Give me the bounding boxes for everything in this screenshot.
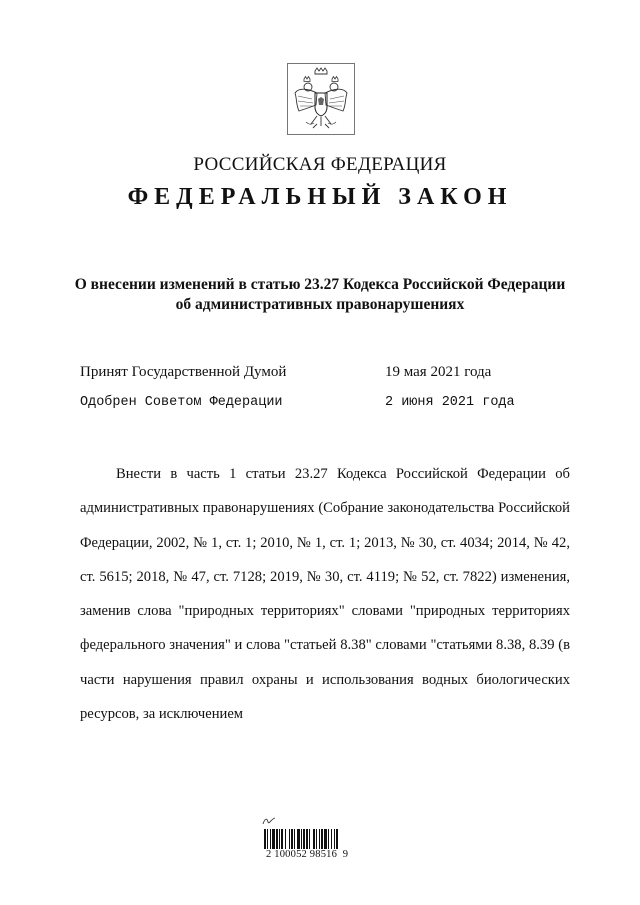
body-paragraph: Внести в часть 1 статьи 23.27 Кодекса Российской Федерации об административных правонарушениях (Собрание законодательства Российской Федерации, 2002, № 1, ст. 1; 2010, № 1, ст. 1; 2013, № 30, ст. 4034; 2014, № 42, ст. 5615; 2018, № 47, ст. 7128; 2019, № 30, ст. 4119; № 52, ст. 7822) изменения, заменив слова "природных территориях" словами "природных территориях федерального значения" и слова "статьей 8.38" словами "статьями 8.38, 8.39 (в части нарушения правил охраны и использования водных биологических ресурсов, за исключением <box>80 466 570 723</box>
barcode-bar <box>336 829 338 849</box>
barcode-bar <box>270 829 271 849</box>
barcode-bar <box>324 829 327 849</box>
barcode-bar <box>291 829 293 849</box>
barcode-digits: 2 100052 98516 9 <box>266 849 349 860</box>
law-title <box>60 275 580 315</box>
duma-date: 19 мая 2021 года <box>385 364 492 380</box>
law-title-line-2: об административных правонарушениях <box>175 296 465 313</box>
barcode-bar <box>309 829 310 849</box>
barcode-bar <box>264 829 266 849</box>
barcode-bar <box>331 829 332 849</box>
barcode-bar <box>281 829 283 849</box>
barcode-bar <box>316 829 317 849</box>
barcode-bar <box>313 829 315 849</box>
barcode-bar <box>285 829 286 849</box>
barcode-bar <box>272 829 275 849</box>
barcode-bar <box>301 829 302 849</box>
barcode-bar <box>328 829 329 849</box>
document-type: ФЕДЕРАЛЬНЫЙ ЗАКОН <box>127 184 513 210</box>
council-approval-row <box>80 395 560 417</box>
council-label: Одобрен Советом Федерации <box>80 395 283 410</box>
handwritten-mark-icon <box>262 816 276 826</box>
barcode-bar <box>279 829 280 849</box>
barcode-bar <box>303 829 305 849</box>
barcode-bars <box>262 829 378 849</box>
barcode-bar <box>306 829 308 849</box>
barcode-bar <box>276 829 278 849</box>
council-date: 2 июня 2021 года <box>385 395 515 410</box>
duma-adoption-row <box>80 364 560 386</box>
barcode-bar <box>319 829 320 849</box>
barcode-bar <box>297 829 300 849</box>
russian-coat-of-arms-icon <box>287 63 355 135</box>
duma-label: Принят Государственной Думой <box>80 364 287 380</box>
barcode-bar <box>294 829 295 849</box>
barcode <box>262 816 378 868</box>
barcode-bar <box>334 829 335 849</box>
barcode-bar <box>267 829 268 849</box>
country-name: РОССИЙСКАЯ ФЕДЕРАЦИЯ <box>193 154 447 175</box>
barcode-bar <box>289 829 290 849</box>
law-title-line-1: О внесении изменений в статью 23.27 Кодекса Российской Федерации <box>74 276 566 293</box>
barcode-bar <box>321 829 323 849</box>
